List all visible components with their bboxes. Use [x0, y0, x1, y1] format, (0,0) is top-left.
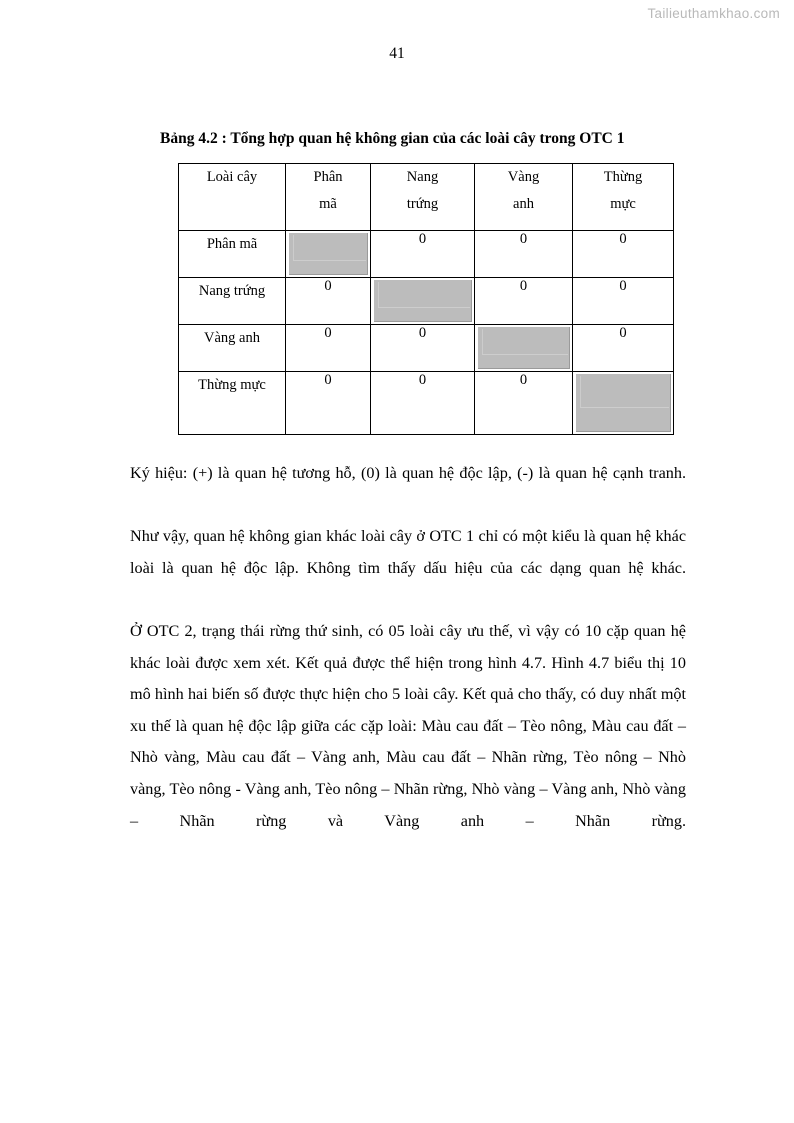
- column-header-line2: anh: [513, 195, 534, 212]
- cell-value: 0: [475, 231, 573, 278]
- row-header-line1: Phân mã: [206, 236, 258, 252]
- cell-value: 0: [286, 325, 371, 372]
- column-header-line2: mực: [610, 195, 636, 212]
- row-header-vang-anh: [179, 325, 286, 372]
- table-row: [179, 372, 674, 435]
- row-header-line1: Vàng anh: [204, 330, 260, 346]
- cell-value: 0: [371, 372, 475, 435]
- cell-self-pair: [573, 372, 674, 435]
- paragraph-legend: Ký hiệu: (+) là quan hệ tương hỗ, (0) là quan hệ độc lập, (-) là quan hệ cạnh tranh.: [130, 464, 686, 482]
- species-relationship-table: [178, 163, 674, 435]
- column-header-line1: Vàng: [507, 169, 540, 185]
- column-header-thung-muc: [573, 164, 674, 231]
- row-header-thung-muc: [179, 372, 286, 435]
- watermark-text: Tailieuthamkhao.com: [647, 6, 780, 21]
- column-header-line2: trứng: [406, 195, 439, 212]
- column-header-line1: Nang: [406, 169, 439, 185]
- table-row: [179, 278, 674, 325]
- cell-self-pair: [371, 278, 475, 325]
- table-row: [179, 325, 674, 372]
- column-header-line1: Phân: [313, 169, 343, 185]
- row-header-nang-trung: [179, 278, 286, 325]
- body-text: [130, 458, 686, 869]
- shaded-fill: [478, 327, 570, 369]
- paragraph-otc2: Ở OTC 2, trạng thái rừng thứ sinh, có 05 loài cây ưu thế, vì vậy có 10 cặp quan hệ khác loài được xem xét. Kết quả được thể hiện trong hình 4.7. Hình 4.7 biểu thị 10 mô hình hai biến số được thực hiện cho 5 loài cây. Kết quả cho thấy, có duy nhất một xu thế là quan hệ độc lập giữa các cặp loài: Màu cau đất – Tèo nông, Màu cau đất – Nhò vàng, Màu cau đất – Vàng anh, Màu cau đất – Nhãn rừng, Tèo nông – Nhò vàng, Tèo nông - Vàng anh, Tèo nông – Nhãn rừng, Nhò vàng – Vàng anh, Nhò vàng – Nhãn rừng và Vàng anh – Nhãn rừng.: [130, 621, 686, 830]
- table-caption: Bảng 4.2 : Tổng hợp quan hệ không gian của các loài cây trong OTC 1: [160, 130, 625, 147]
- paragraph-conclusion: Như vậy, quan hệ không gian khác loài cây ở OTC 1 chỉ có một kiểu là quan hệ khác loài là quan hệ độc lập. Không tìm thấy dấu hiệu của các dạng quan hệ khác.: [130, 527, 686, 577]
- row-header-phan-ma: [179, 231, 286, 278]
- row-header-line1: Thừng: [198, 377, 237, 393]
- cell-self-pair: [475, 325, 573, 372]
- row-header-line1: Nang trứng: [198, 283, 266, 299]
- table-row: [179, 231, 674, 278]
- cell-self-pair: [286, 231, 371, 278]
- cell-value: 0: [475, 278, 573, 325]
- column-header-species: [179, 164, 286, 231]
- cell-value: 0: [371, 231, 475, 278]
- shaded-fill: [374, 280, 472, 322]
- cell-value: 0: [286, 372, 371, 435]
- page-number: 41: [389, 45, 405, 62]
- column-header-line1: Thừng: [603, 169, 643, 185]
- row-header-line2: mực: [240, 377, 266, 393]
- cell-value: 0: [475, 372, 573, 435]
- cell-value: 0: [573, 231, 674, 278]
- cell-value: 0: [573, 278, 674, 325]
- column-header-vang-anh: [475, 164, 573, 231]
- column-header-phan-ma: [286, 164, 371, 231]
- cell-value: 0: [371, 325, 475, 372]
- column-header-line1: Loài cây: [206, 169, 258, 185]
- cell-value: 0: [573, 325, 674, 372]
- table-header-row: [179, 164, 674, 231]
- column-header-nang-trung: [371, 164, 475, 231]
- shaded-fill: [576, 374, 671, 432]
- column-header-line2: mã: [319, 195, 337, 212]
- shaded-fill: [289, 233, 368, 275]
- cell-value: 0: [286, 278, 371, 325]
